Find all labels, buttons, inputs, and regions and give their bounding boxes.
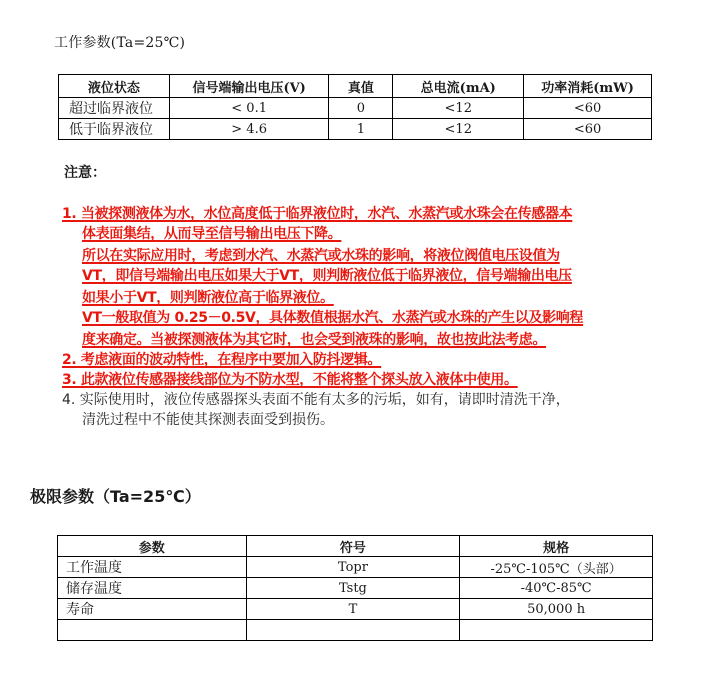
note-line: 3. 此款液位传感器接线部位为不防水型，不能将整个探头放入液体中使用。 xyxy=(62,372,518,388)
column-header: 信号端输出电压(V) xyxy=(169,75,329,98)
table-cell: <12 xyxy=(393,119,524,140)
table-cell: 超过临界液位 xyxy=(59,98,170,119)
table-cell xyxy=(460,620,653,641)
table-cell: <12 xyxy=(393,98,524,119)
table-cell: < 0.1 xyxy=(169,98,329,119)
limits-table xyxy=(57,535,653,641)
column-header: 规格 xyxy=(460,536,653,557)
operating-parameters-table xyxy=(58,74,652,140)
note-line: 度来确定。当被探测液体为其它时，也会受到液珠的影响，故也按此法考虑。 xyxy=(82,332,547,348)
table-cell: <60 xyxy=(524,119,652,140)
table-cell: 0 xyxy=(329,98,393,119)
note-line: 所以在实际应用时，考虑到水汽、水蒸汽或水珠的影响，将液位阀值电压设值为 xyxy=(82,248,560,264)
table-cell: 低于临界液位 xyxy=(59,119,170,140)
note-line: VT一般取值为 0.25－0.5V，具体数值根据水汽、水蒸汽或水珠的产生以及影响程 xyxy=(82,310,584,326)
table-cell: 1 xyxy=(329,119,393,140)
table-cell xyxy=(58,620,247,641)
table-cell xyxy=(246,620,460,641)
column-header: 真值 xyxy=(329,75,393,98)
table-header-row xyxy=(58,536,653,557)
column-header: 符号 xyxy=(246,536,460,557)
table-row xyxy=(59,98,652,119)
table-cell: Topr xyxy=(246,557,460,578)
table-row xyxy=(58,599,653,620)
limits-title: 极限参数（Ta=25℃） xyxy=(30,487,201,506)
notes-title: 注意： xyxy=(64,165,106,181)
note-line: 如果小于VT，则判断液位高于临界液位。 xyxy=(82,290,334,306)
column-header: 液位状态 xyxy=(59,75,170,98)
note-line: 4. 实际使用时，液位传感器探头表面不能有太多的污垢，如有，请即时清洗干净， xyxy=(62,392,570,408)
table-cell: 寿命 xyxy=(58,599,247,620)
table-row xyxy=(59,119,652,140)
note-line: 清洗过程中不能使其探测表面受到损伤。 xyxy=(82,412,334,428)
table-cell: T xyxy=(246,599,460,620)
table-cell: <60 xyxy=(524,98,652,119)
note-line: 2. 考虑液面的波动特性，在程序中要加入防抖逻辑。 xyxy=(62,352,382,368)
table-header-row xyxy=(59,75,652,98)
table-cell: 储存温度 xyxy=(58,578,247,599)
operating-conditions-title: 工作参数(Ta=25℃) xyxy=(54,35,186,51)
table-cell: > 4.6 xyxy=(169,119,329,140)
table-cell: -25℃-105℃（头部） xyxy=(460,557,653,578)
column-header: 参数 xyxy=(58,536,247,557)
note-line: 体表面集结，从而导至信号输出电压下降。 xyxy=(82,226,342,242)
table-cell: 工作温度 xyxy=(58,557,247,578)
table-cell: 50,000 h xyxy=(460,599,653,620)
table-row xyxy=(58,557,653,578)
note-line: 1. 当被探测液体为水，水位高度低于临界液位时，水汽、水蒸汽或水珠会在传感器本 xyxy=(62,206,573,222)
table-cell: Tstg xyxy=(246,578,460,599)
table-row xyxy=(58,578,653,599)
column-header: 功率消耗(mW) xyxy=(524,75,652,98)
column-header: 总电流(mA) xyxy=(393,75,524,98)
table-cell: -40℃-85℃ xyxy=(460,578,653,599)
table-row xyxy=(58,620,653,641)
note-line: VT，即信号端输出电压如果大于VT，则判断液位低于临界液位，信号端输出电压 xyxy=(82,268,572,284)
